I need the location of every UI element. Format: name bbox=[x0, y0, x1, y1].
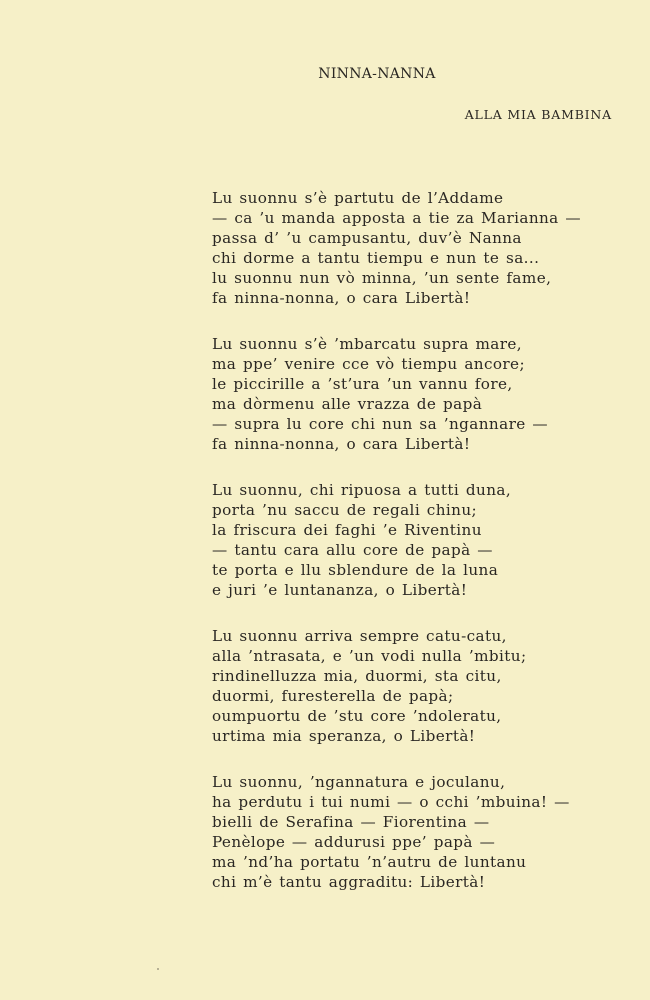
poem-line: te porta e llu sblendure de la luna bbox=[212, 561, 499, 579]
poem-line: porta ’nu saccu de regali chinu; bbox=[212, 501, 478, 519]
stanza-2 bbox=[212, 334, 632, 454]
poem-line: Lu suonnu, ’ngannatura e joculanu, bbox=[212, 773, 506, 791]
poem-line: oumpuortu de ’stu core ’ndoleratu, bbox=[212, 707, 502, 725]
poem-line: e juri ’e luntananza, o Libertà! bbox=[212, 581, 468, 599]
poem-line: lu suonnu nun vò minna, ’un sente fame, bbox=[212, 269, 552, 287]
stanza-3 bbox=[212, 480, 632, 600]
poem-line: la friscura dei faghi ’e Riventinu bbox=[212, 521, 482, 539]
poem-line: Lu suonnu, chi ripuosa a tutti duna, bbox=[212, 481, 512, 499]
poem-line: passa d’ ’u campusantu, duv’è Nanna bbox=[212, 229, 522, 247]
poem-line: bielli de Serafina — Fiorentina — bbox=[212, 813, 490, 831]
poem-line: ma ’nd’ha portatu ’n’autru de luntanu bbox=[212, 853, 527, 871]
poem-line: — tantu cara allu core de papà — bbox=[212, 541, 493, 559]
poem-body bbox=[212, 188, 632, 918]
stanza-4 bbox=[212, 626, 632, 746]
poem-line: chi m’è tantu aggraditu: Libertà! bbox=[212, 873, 486, 891]
poem-line: Lu suonnu s’è ’mbarcatu supra mare, bbox=[212, 335, 523, 353]
poem-line: fa ninna-nonna, o cara Libertà! bbox=[212, 289, 471, 307]
poem-line: fa ninna-nonna, o cara Libertà! bbox=[212, 435, 471, 453]
poem-line: — ca ’u manda apposta a tie za Marianna — bbox=[212, 209, 581, 227]
poem-dedication: ALLA MIA BAMBINA bbox=[464, 107, 612, 122]
poem-line: ha perdutu i tui numi — o cchi ’mbuina! — bbox=[212, 793, 570, 811]
poem-line: rindinelluzza mia, duormi, sta citu, bbox=[212, 667, 502, 685]
poem-line: chi dorme a tantu tiempu e nun te sa... bbox=[212, 249, 540, 267]
poem-line: le piccirille a ’st’ura ’un vannu fore, bbox=[212, 375, 513, 393]
poem-line: ma ppe’ venire cce vò tiempu ancore; bbox=[212, 355, 525, 373]
poem-line: Lu suonnu s’è partutu de l’Addame bbox=[212, 189, 504, 207]
stanza-1 bbox=[212, 188, 632, 308]
poem-line: Lu suonnu arriva sempre catu-catu, bbox=[212, 627, 507, 645]
poem-title: NINNA-NANNA bbox=[318, 66, 436, 82]
poem-line: alla ’ntrasata, e ’un vodi nulla ’mbitu; bbox=[212, 647, 527, 665]
poem-line: ma dòrmenu alle vrazza de papà bbox=[212, 395, 483, 413]
poem-line: Penèlope — addurusi ppe’ papà — bbox=[212, 833, 496, 851]
poem-line: urtima mia speranza, o Libertà! bbox=[212, 727, 476, 745]
stanza-5 bbox=[212, 772, 632, 892]
poem-line: — supra lu core chi nun sa ’ngannare — bbox=[212, 415, 548, 433]
poem-line: duormi, furesterella de papà; bbox=[212, 687, 454, 705]
paper-speck bbox=[157, 968, 159, 970]
